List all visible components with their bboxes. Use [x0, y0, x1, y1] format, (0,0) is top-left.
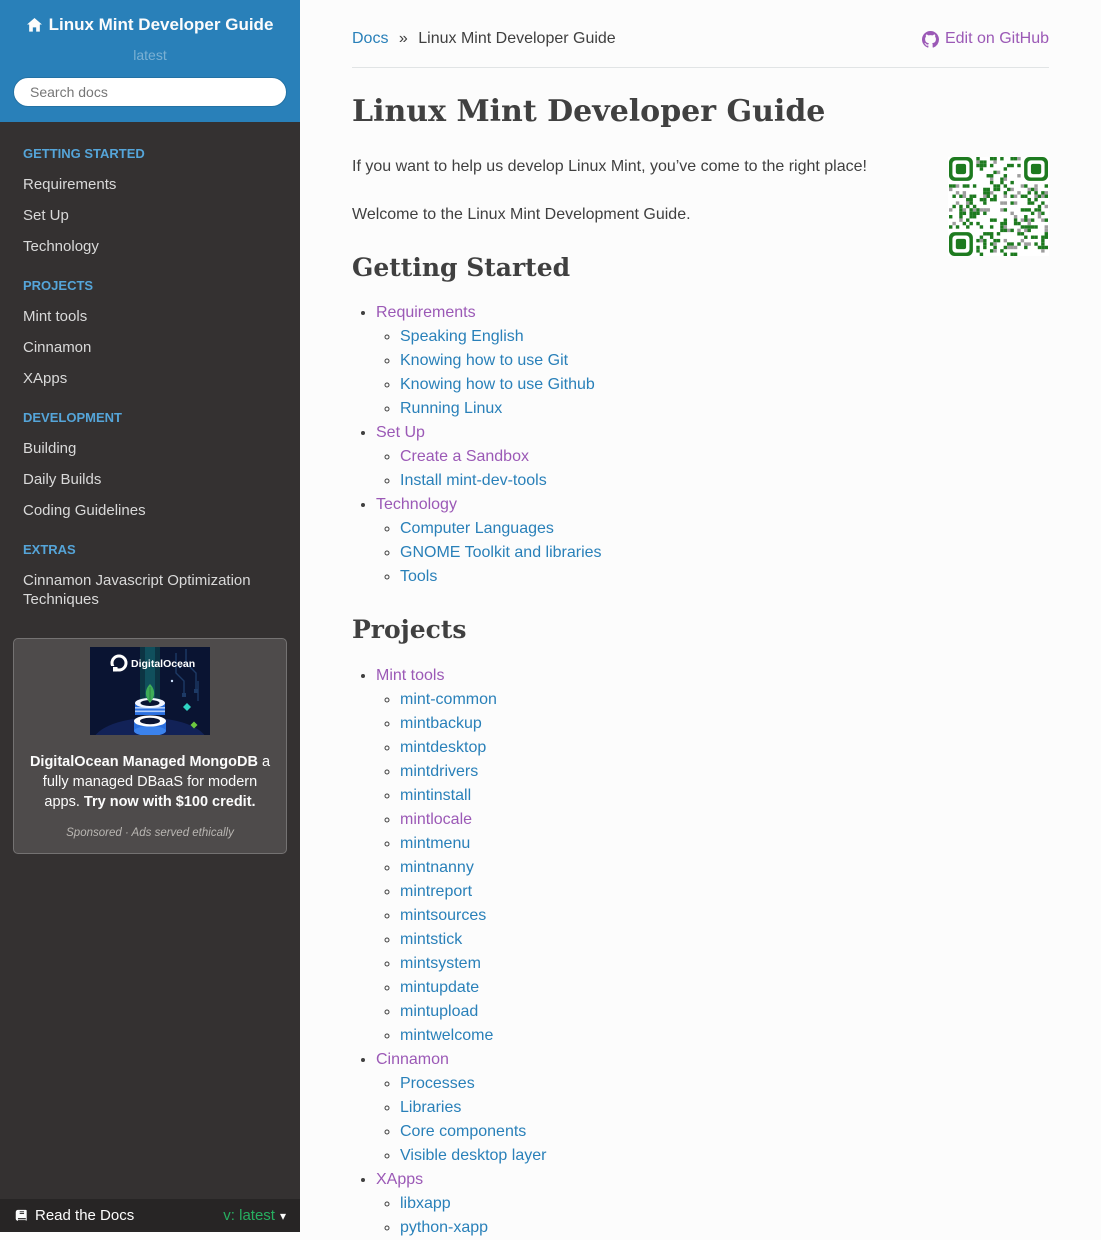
breadcrumb-separator: » — [399, 30, 408, 47]
toc-link-core-components[interactable]: Core components — [400, 1123, 526, 1140]
qr-code-image — [948, 157, 1049, 256]
caret-down-icon: ▾ — [280, 1209, 286, 1223]
toc-link-create-a-sandbox[interactable]: Create a Sandbox — [400, 448, 529, 465]
sidebar-item-technology[interactable]: Technology — [0, 231, 300, 262]
sidebar-item-requirements[interactable]: Requirements — [0, 169, 300, 200]
toc-item — [400, 712, 1049, 736]
toc-sections — [352, 254, 1049, 1240]
sidebar-item-xapps[interactable]: XApps — [0, 363, 300, 394]
toc-item — [400, 565, 1049, 589]
version-switcher[interactable] — [223, 1207, 286, 1224]
toc-item — [400, 325, 1049, 349]
toc-item — [400, 373, 1049, 397]
toc-item — [376, 493, 1049, 589]
toc-link-mintdrivers[interactable]: mintdrivers — [400, 763, 478, 780]
toc-link-knowing-how-to-use-github[interactable]: Knowing how to use Github — [400, 376, 595, 393]
sidebar-item-building[interactable]: Building — [0, 433, 300, 464]
main-content — [300, 0, 1101, 1240]
project-title: Linux Mint Developer Guide — [49, 15, 274, 35]
nav-caption-getting-started: GETTING STARTED — [0, 130, 300, 169]
readthedocs-version-bar[interactable] — [0, 1199, 300, 1232]
toc-link-mintstick[interactable]: mintstick — [400, 931, 462, 948]
toc-sublist — [400, 1192, 1049, 1240]
toc-link-mintdesktop[interactable]: mintdesktop — [400, 739, 486, 756]
toc-link-mintlocale[interactable]: mintlocale — [400, 811, 472, 828]
toc-link-speaking-english[interactable]: Speaking English — [400, 328, 524, 345]
github-icon — [922, 31, 939, 48]
sidebar-item-coding-guidelines[interactable]: Coding Guidelines — [0, 495, 300, 526]
toc-link-mint-tools[interactable]: Mint tools — [376, 667, 444, 684]
toc-item — [400, 784, 1049, 808]
divider — [352, 67, 1049, 68]
toc-link-install-mint-dev-tools[interactable]: Install mint-dev-tools — [400, 472, 547, 489]
toc-item — [400, 832, 1049, 856]
toc-list — [376, 664, 1049, 1240]
sidebar — [0, 0, 300, 1232]
toc-item — [376, 421, 1049, 493]
home-icon — [27, 18, 42, 32]
toc-item — [400, 688, 1049, 712]
toc-item — [400, 397, 1049, 421]
toc-link-tools[interactable]: Tools — [400, 568, 437, 585]
toc-link-mintupdate[interactable]: mintupdate — [400, 979, 479, 996]
sidebar-item-daily-builds[interactable]: Daily Builds — [0, 464, 300, 495]
sidebar-item-set-up[interactable]: Set Up — [0, 200, 300, 231]
section-heading-getting-started: Getting Started — [352, 254, 1049, 283]
toc-link-knowing-how-to-use-git[interactable]: Knowing how to use Git — [400, 352, 568, 369]
toc-item — [400, 952, 1049, 976]
toc-item — [400, 445, 1049, 469]
readthedocs-label: Read the Docs — [35, 1207, 134, 1224]
version-label: latest — [13, 47, 287, 63]
toc-link-mintreport[interactable]: mintreport — [400, 883, 472, 900]
toc-link-mintinstall[interactable]: mintinstall — [400, 787, 471, 804]
toc-link-set-up[interactable]: Set Up — [376, 424, 425, 441]
ad-cta[interactable]: Try now with $100 credit. — [84, 794, 256, 810]
toc-item — [400, 1216, 1049, 1240]
toc-sublist — [400, 325, 1049, 421]
toc-item — [400, 904, 1049, 928]
search-box — [13, 77, 287, 107]
nav-caption-projects: PROJECTS — [0, 262, 300, 301]
book-icon — [14, 1209, 28, 1223]
ad-sponsor-note: Sponsored · Ads served ethically — [28, 827, 272, 839]
nav-caption-development: DEVELOPMENT — [0, 394, 300, 433]
breadcrumb — [352, 30, 616, 48]
edit-on-github-label: Edit on GitHub — [945, 30, 1049, 48]
toc-link-gnome-toolkit-and-libraries[interactable]: GNOME Toolkit and libraries — [400, 544, 602, 561]
current-version-label: v: latest — [223, 1207, 275, 1224]
toc-link-mintsources[interactable]: mintsources — [400, 907, 486, 924]
toc-link-running-linux[interactable]: Running Linux — [400, 400, 502, 417]
toc-link-xapps[interactable]: XApps — [376, 1171, 423, 1188]
toc-sublist — [400, 688, 1049, 1048]
toc-item — [376, 1048, 1049, 1168]
sidebar-item-mint-tools[interactable]: Mint tools — [0, 301, 300, 332]
toc-sublist — [400, 517, 1049, 589]
page-title: Linux Mint Developer Guide — [352, 95, 1049, 130]
toc-item — [400, 541, 1049, 565]
toc-item — [376, 664, 1049, 1048]
toc-list — [376, 301, 1049, 589]
sidebar-nav — [0, 122, 300, 615]
section-heading-projects: Projects — [352, 616, 1049, 645]
sidebar-item-cinnamon-javascript-optimization-techniques[interactable]: Cinnamon Javascript Optimization Techniques — [0, 565, 300, 615]
toc-item — [400, 517, 1049, 541]
toc-link-mintwelcome[interactable]: mintwelcome — [400, 1027, 493, 1044]
toc-link-mint-common[interactable]: mint-common — [400, 691, 497, 708]
breadcrumb-docs-link[interactable]: Docs — [352, 30, 388, 47]
toc-link-python-xapp[interactable]: python-xapp — [400, 1219, 488, 1236]
toc-link-mintnanny[interactable]: mintnanny — [400, 859, 474, 876]
toc-link-libxapp[interactable]: libxapp — [400, 1195, 451, 1212]
toc-item — [400, 1192, 1049, 1216]
toc-link-processes[interactable]: Processes — [400, 1075, 475, 1092]
ad-headline[interactable]: DigitalOcean Managed MongoDB — [30, 754, 258, 770]
toc-item — [400, 469, 1049, 493]
toc-link-mintsystem[interactable]: mintsystem — [400, 955, 481, 972]
toc-item — [400, 1024, 1049, 1048]
breadcrumb-current: Linux Mint Developer Guide — [418, 30, 615, 47]
toc-link-requirements[interactable]: Requirements — [376, 304, 476, 321]
document-body — [352, 95, 1049, 1240]
toc-item — [376, 1168, 1049, 1240]
sidebar-header — [0, 0, 300, 122]
welcome-paragraph: Welcome to the Linux Mint Development Guide. — [352, 203, 1049, 227]
sidebar-item-cinnamon[interactable]: Cinnamon — [0, 332, 300, 363]
readthedocs-brand[interactable] — [14, 1207, 134, 1224]
toc-link-computer-languages[interactable]: Computer Languages — [400, 520, 554, 537]
toc-item — [400, 760, 1049, 784]
ad-body-text: a fully managed DBaaS for modern apps. — [43, 754, 270, 810]
toc-item — [400, 1000, 1049, 1024]
edit-on-github-link[interactable] — [922, 30, 1049, 48]
intro-paragraph: If you want to help us develop Linux Mint, you’ve come to the right place! — [352, 155, 1049, 179]
toc-item — [400, 880, 1049, 904]
nav-caption-extras: EXTRAS — [0, 526, 300, 565]
toc-sublist — [400, 1072, 1049, 1168]
toc-item — [400, 736, 1049, 760]
toc-link-mintmenu[interactable]: mintmenu — [400, 835, 470, 852]
toc-item — [400, 1144, 1049, 1168]
toc-item — [400, 349, 1049, 373]
toc-link-cinnamon[interactable]: Cinnamon — [376, 1051, 449, 1068]
svg-text:DigitalOcean: DigitalOcean — [131, 658, 195, 670]
toc-link-mintbackup[interactable]: mintbackup — [400, 715, 482, 732]
ad-copy[interactable] — [28, 752, 272, 812]
toc-item — [400, 808, 1049, 832]
digitalocean-ad-image[interactable] — [90, 647, 210, 735]
toc-link-technology[interactable]: Technology — [376, 496, 457, 513]
toc-item — [400, 928, 1049, 952]
toc-item — [400, 1072, 1049, 1096]
toc-link-visible-desktop-layer[interactable]: Visible desktop layer — [400, 1147, 546, 1164]
toc-link-mintupload[interactable]: mintupload — [400, 1003, 478, 1020]
toc-sublist — [400, 445, 1049, 493]
toc-link-libraries[interactable]: Libraries — [400, 1099, 461, 1116]
toc-item — [400, 856, 1049, 880]
toc-item — [376, 301, 1049, 421]
ad-card[interactable] — [13, 638, 287, 854]
search-input[interactable] — [13, 77, 287, 107]
project-home-link[interactable] — [27, 15, 274, 35]
toc-item — [400, 1120, 1049, 1144]
toc-item — [400, 976, 1049, 1000]
toc-item — [400, 1096, 1049, 1120]
